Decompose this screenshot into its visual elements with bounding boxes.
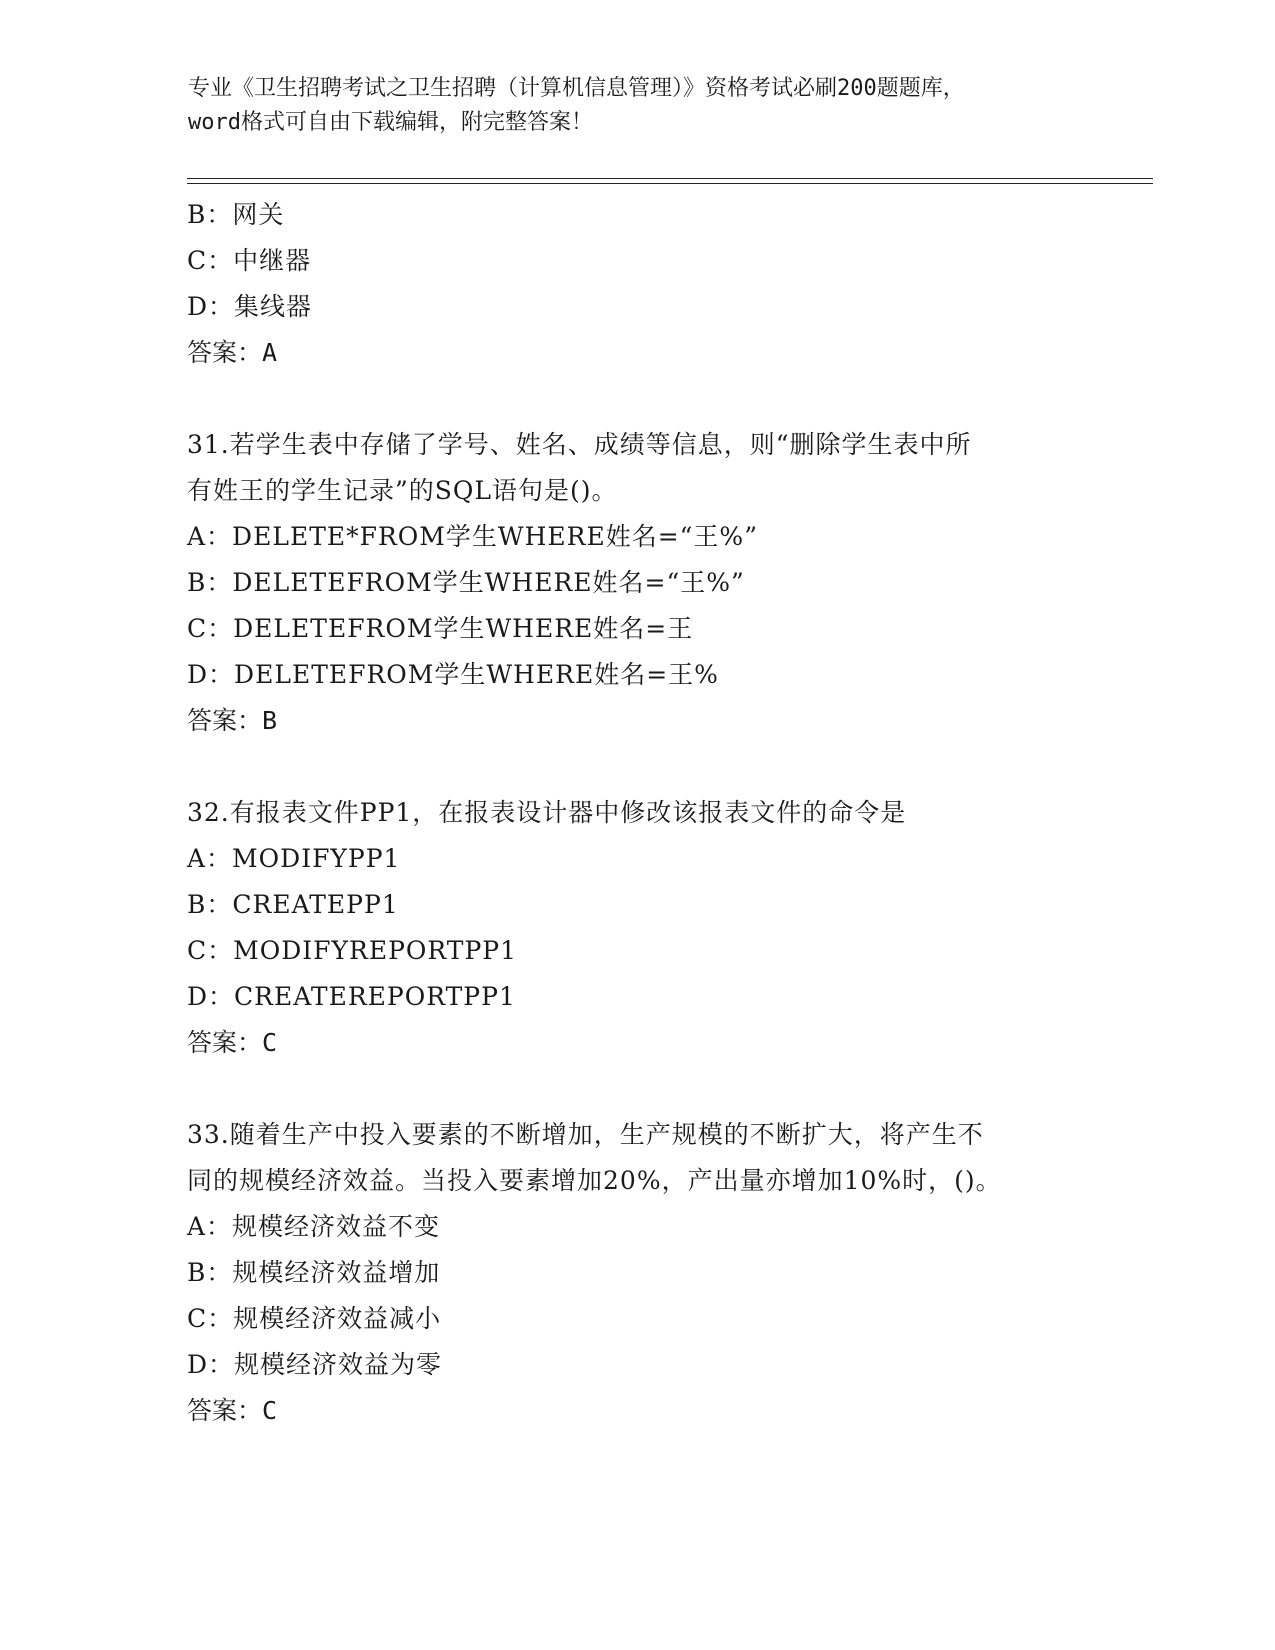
answer-text: 答案：C	[187, 1028, 278, 1057]
spacer	[187, 1066, 1087, 1112]
option-a: A：MODIFYPP1	[187, 844, 401, 873]
question-stem-line-2: 有姓王的学生记录”的SQL语句是()。	[187, 476, 618, 505]
question-stem-line-1: 31.若学生表中存储了学号、姓名、成绩等信息，则“删除学生表中所	[187, 430, 972, 459]
answer-text: 答案：A	[187, 338, 278, 367]
question-31	[187, 422, 1087, 744]
question-30	[187, 192, 1087, 376]
option-c: C：中继器	[187, 246, 312, 275]
spacer	[187, 376, 1087, 422]
option-c: C：规模经济效益减小	[187, 1304, 442, 1333]
header-divider-top	[187, 178, 1153, 179]
header-line-2: word格式可自由下载编辑，附完整答案！	[188, 110, 593, 135]
answer-text: 答案：C	[187, 1396, 278, 1425]
option-b: B：网关	[187, 200, 285, 229]
option-d: D：CREATEREPORTPP1	[187, 982, 516, 1011]
option-d: D：DELETEFROM学生WHERE姓名=王%	[187, 660, 719, 689]
option-b: B：规模经济效益增加	[187, 1258, 441, 1287]
option-d: D：规模经济效益为零	[187, 1350, 443, 1379]
option-d: D：集线器	[187, 292, 313, 321]
question-32	[187, 790, 1087, 1066]
option-c: C：MODIFYREPORTPP1	[187, 936, 517, 965]
option-a: A：规模经济效益不变	[187, 1212, 441, 1241]
question-stem-line-1: 33.随着生产中投入要素的不断增加，生产规模的不断扩大，将产生不	[187, 1120, 984, 1149]
question-stem-line-1: 32.有报表文件PP1，在报表设计器中修改该报表文件的命令是	[187, 798, 907, 827]
option-c: C：DELETEFROM学生WHERE姓名=王	[187, 614, 694, 643]
spacer	[187, 744, 1087, 790]
question-33	[187, 1112, 1087, 1434]
header-divider-bottom	[187, 183, 1153, 184]
question-list	[187, 192, 1087, 1434]
option-b: B：DELETEFROM学生WHERE姓名=“王%”	[187, 568, 745, 597]
question-stem-line-2: 同的规模经济效益。当投入要素增加20%，产出量亦增加10%时，()。	[187, 1166, 1002, 1195]
answer-text: 答案：B	[187, 706, 278, 735]
document-header	[188, 72, 1088, 140]
header-line-1: 专业《卫生招聘考试之卫生招聘（计算机信息管理）》资格考试必刷200题题库，	[188, 76, 965, 101]
option-b: B：CREATEPP1	[187, 890, 399, 919]
option-a: A：DELETE*FROM学生WHERE姓名=“王%”	[187, 522, 758, 551]
